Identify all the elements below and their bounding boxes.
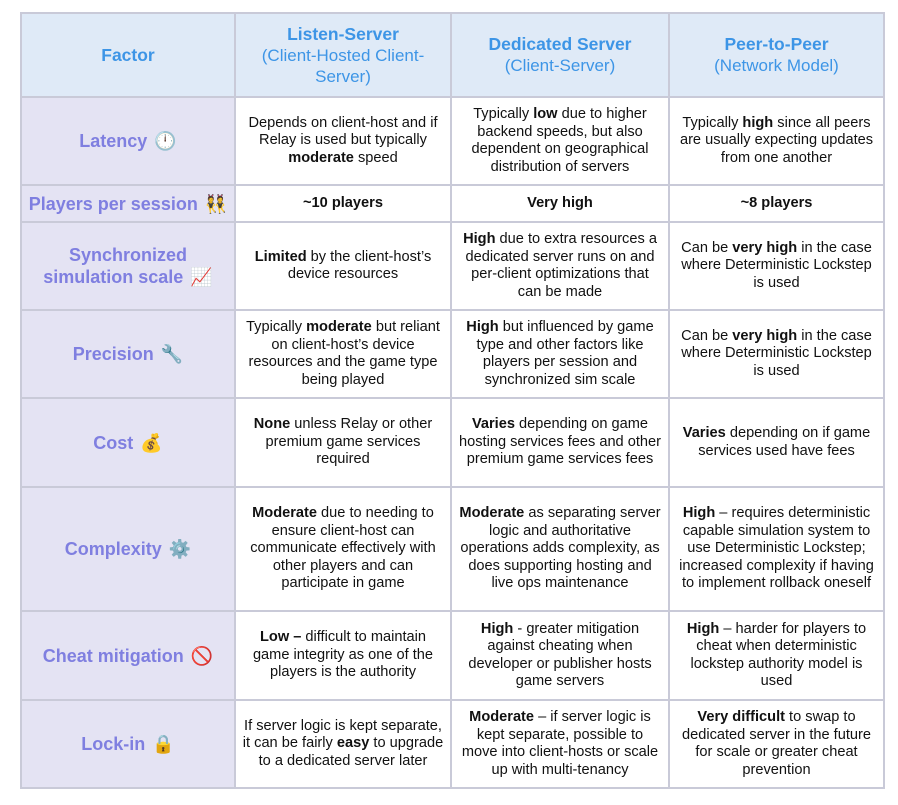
sync-listen-server [235,222,451,310]
cell-text: Typically moderate but reliant on client-host’s device resources and the game type being played [246,319,440,388]
emphasis-text: Varies [471,416,515,433]
emphasis-text: Very difficult [697,709,785,725]
factor-latency [21,97,235,185]
wrench-icon: 🔧 [160,344,184,364]
emphasis-text: Moderate [459,505,525,522]
row-cheat-mitigation [21,611,884,700]
lock-icon: 🔒 [152,734,175,754]
clock-icon: 🕛 [154,131,177,151]
sync-peer-to-peer [669,222,884,310]
cheat-listen-server [235,611,451,700]
latency-listen-server [235,97,451,185]
factor-complexity-label: Complexity [64,539,162,559]
sync-dedicated-server [451,222,669,310]
complexity-listen-server [235,487,451,611]
cell-text: Varies depending on game hosting services fees and other premium game services fees [459,416,661,468]
players-peer-to-peer [669,185,884,222]
row-players-per-session [21,185,884,222]
cell-text: Moderate due to needing to ensure client-host can communicate effectively with other players and can participate in game [250,505,436,592]
comparison-table-container [20,12,885,789]
cell-text: Very high [527,194,593,211]
emphasis-text: moderate [306,319,372,335]
header-listen-server-subtitle: (Client-Hosted Client-Server) [261,45,425,86]
gear-icon: ⚙️ [168,539,192,559]
cell-text: Limited by the client-host’s device resources [254,248,432,282]
players-listen-server [235,185,451,222]
header-peer-to-peer-subtitle: (Network Model) [714,56,839,75]
header-peer-to-peer [669,13,884,97]
cell-text: Varies depending on if game services used have fees [682,425,871,459]
cost-dedicated-server [451,398,669,487]
emphasis-text: very high [732,239,798,256]
emphasis-text: low [533,106,558,122]
cell-text: If server logic is kept separate, it can be fairly easy to upgrade to a dedicated server later [242,717,444,769]
factor-lock-in [21,700,235,788]
emphasis-text: Low – [259,629,302,646]
latency-dedicated-server [451,97,669,185]
cell-text: High – harder for players to cheat when deterministic lockstep authority model is used [686,620,867,689]
emphasis-text: Moderate [469,709,535,725]
cheat-dedicated-server [451,611,669,700]
emphasis-text: very high [732,327,798,344]
header-listen-server [235,13,451,97]
emphasis-text: High [686,620,720,637]
cell-text: Very difficult to swap to dedicated server in the future for scale or greater cheat prevention [681,709,872,778]
lockin-dedicated-server [451,700,669,788]
cell-text: Typically high since all peers are usually expecting updates from one another [679,114,874,166]
header-dedicated-server-title: Dedicated Server [488,34,632,54]
header-row [21,13,884,97]
factor-precision [21,310,235,398]
cell-text: ~10 players [303,194,383,211]
emphasis-text: Moderate [252,505,317,522]
factor-players-label: Players per session [28,193,198,214]
factor-sync-label: Synchronized simulation scale [43,245,188,287]
row-complexity [21,487,884,611]
complexity-peer-to-peer [669,487,884,611]
cell-text: High due to extra resources a dedicated server runs on and per-client optimizations that can be made [463,231,657,300]
precision-peer-to-peer [669,310,884,398]
emphasis-text: High [463,231,496,247]
factor-cost-label: Cost [93,432,134,453]
header-factor-label: Factor [101,44,155,65]
lockin-peer-to-peer [669,700,884,788]
cell-text: High but influenced by game type and other factors like players per session and synchronized sim scale [466,319,654,388]
cell-text: Can be very high in the case where Deterministic Lockstep is used [681,239,872,291]
cell-text: Moderate as separating server logic and authoritative operations adds complexity, as does supporting hosting and live ops maintenance [459,505,661,592]
header-factor [21,13,235,97]
cell-text: ~8 players [740,194,813,211]
header-dedicated-server-subtitle: (Client-Server) [504,56,616,75]
factor-latency-label: Latency [79,131,148,151]
factor-precision-label: Precision [72,344,154,364]
row-latency [21,97,884,185]
header-dedicated-server [451,13,669,97]
cheat-peer-to-peer [669,611,884,700]
factor-sync-scale [21,222,235,310]
emphasis-text: moderate [288,149,354,166]
complexity-dedicated-server [451,487,669,611]
factor-lockin-label: Lock-in [81,734,146,754]
factor-cheat-label: Cheat mitigation [42,645,184,666]
cell-text: Low – difficult to maintain game integrity as one of the players is the authority [252,629,434,681]
latency-peer-to-peer [669,97,884,185]
emphasis-text: easy [336,735,370,752]
emphasis-text: None [253,416,291,433]
cell-text: Moderate – if server logic is kept separate, possible to move into client-hosts or scale up with multi-tenancy [461,709,659,778]
cell-text: Can be very high in the case where Deterministic Lockstep is used [681,327,872,379]
factor-complexity [21,487,235,611]
row-precision [21,310,884,398]
precision-listen-server [235,310,451,398]
comparison-table [20,12,885,789]
cost-peer-to-peer [669,398,884,487]
precision-dedicated-server [451,310,669,398]
factor-cost [21,398,235,487]
factor-cheat-mitigation [21,611,235,700]
cell-text: Depends on client-host and if Relay is used but typically moderate speed [248,114,438,166]
cell-text: Typically low due to higher backend speeds, but also dependent on geographical distribution of servers [471,106,649,175]
chart-up-icon: 📈 [190,267,213,287]
emphasis-text: High [682,505,716,522]
emphasis-text: Limited [254,248,307,265]
row-cost [21,398,884,487]
row-lock-in [21,700,884,788]
emphasis-text: High [466,319,499,335]
emphasis-text: Varies [682,425,726,441]
cost-listen-server [235,398,451,487]
cell-text: High – requires deterministic capable simulation system to use Deterministic Lockstep; increased complexity if having to implement rollback oneself [679,505,874,592]
money-bag-icon: 💰 [140,432,163,453]
factor-players-per-session [21,185,235,222]
people-icon: 👯 [204,193,228,214]
lockin-listen-server [235,700,451,788]
cell-text: None unless Relay or other premium game services required [253,416,433,468]
row-synchronized-simulation-scale [21,222,884,310]
players-dedicated-server [451,185,669,222]
cell-text: High - greater mitigation against cheating when developer or publisher hosts game servers [468,620,652,689]
header-listen-server-title: Listen-Server [287,23,399,44]
emphasis-text: High [480,620,514,637]
header-peer-to-peer-title: Peer-to-Peer [724,34,829,54]
emphasis-text: high [742,114,774,131]
prohibited-icon: 🚫 [190,645,214,666]
